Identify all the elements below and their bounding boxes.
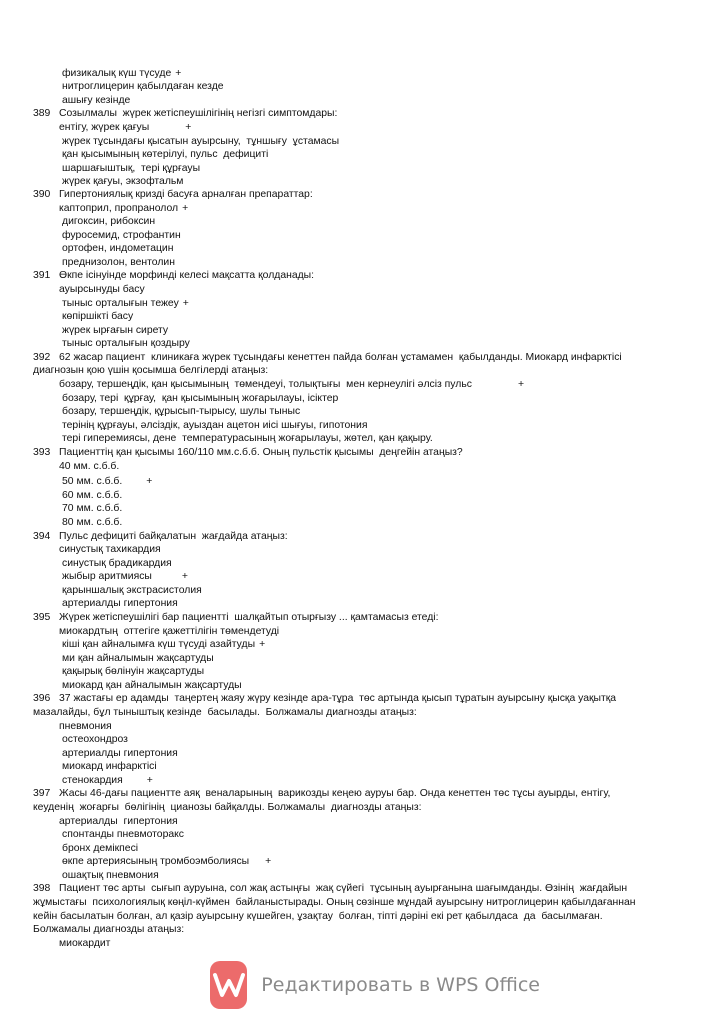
question-text: мазалайды, бұл тыныштық кезінде басылады. Болжамалы диагнозды атаңыз: <box>33 707 417 718</box>
correct-answer-mark: + <box>175 68 182 79</box>
answer-option: кіші қан айналымға күш түсуді азайтуды + <box>62 639 266 650</box>
answer-option: дигоксин, рибоксин <box>62 216 156 227</box>
answer-option: 40 мм. с.б.б. <box>59 461 120 472</box>
correct-answer-mark: + <box>259 639 266 650</box>
answer-option: 50 мм. с.б.б. + <box>62 476 153 487</box>
answer-option: артериалды гипертония <box>62 748 178 759</box>
answer-option: 70 мм. с.б.б. <box>62 503 123 514</box>
answer-option: ентігу, жүрек қағуы + <box>59 122 192 133</box>
answer-option: фуросемид, строфантин <box>62 230 181 241</box>
answer-option: ошақтық пневмония <box>62 870 159 881</box>
answer-option: бозару, тершеңдік, құрысып-тырысу, шулы тыныс <box>62 406 301 417</box>
answer-option: остеохондроз <box>62 734 128 745</box>
answer-option: шаршағыштық, тері құрғауы <box>62 163 201 174</box>
question-text: 397 Жасы 46-дағы пациентте аяқ веналарының варикозды кеңею ауруы бар. Онда кенеттен төс тұсы ауырды, ентігу, <box>33 788 611 799</box>
answer-option: жүрек ырғағын сирету <box>62 325 169 336</box>
answer-option: миокард инфарктісі <box>62 761 157 772</box>
wps-w-icon <box>212 970 246 1000</box>
question-text: кейін басылатын болған, ал қазір ауырсыну күшейген, ұзақтау болған, тіпті дәрінi екі рет қабылдаса да басылмаған. <box>33 911 603 922</box>
answer-option: преднизолон, вентолин <box>62 257 175 268</box>
answer-option: бозару, тері құрғау, қан қысымының жоғарылауы, ісіктер <box>62 393 339 404</box>
answer-option: 60 мм. с.б.б. <box>62 490 123 501</box>
edit-in-wps-banner[interactable] <box>210 961 540 1009</box>
answer-option: бронх демікпесі <box>62 843 139 854</box>
question-text: 392 62 жасар пациент клиникаға жүрек тұсындағы кенеттен пайда болған ұстамамен қабылданды. Миокард инфарктісі <box>33 352 622 363</box>
answer-option: миокардтың оттегіге қажеттілігін төмендетуді <box>59 626 280 637</box>
question-text: 391 Өкпе ісінуінде морфинді келесі мақсатта қолданады: <box>33 270 315 281</box>
question-text: 394 Пульс дефициті байқалатын жағдайда атаңыз: <box>33 531 288 542</box>
correct-answer-mark: + <box>181 571 188 582</box>
question-text: Болжамалы диагнозды атаңыз: <box>33 924 185 935</box>
answer-option: жүрек қағуы, экзофтальм <box>62 176 184 187</box>
correct-answer-mark: + <box>146 476 153 487</box>
answer-option: жыбыр аритмиясы + <box>62 571 188 582</box>
question-text: 390 Гипертониялық кризді басуға арналған препараттар: <box>33 189 313 200</box>
edit-in-wps-label[interactable]: Редактировать в WPS Office <box>261 974 540 996</box>
question-text: кеуденің жоғарғы бөлігінің цианозы байқалды. Болжамалы диагнозды атаңыз: <box>33 802 422 813</box>
answer-option: тыныс орталығын тежеу + <box>62 298 189 309</box>
question-text: 396 37 жастағы ер адамды таңертең жаяу жүру кезінде ара-тұра төс артында қысып тұратын ауырсыну қысқа уақытқа <box>33 693 617 704</box>
answer-option: ауырсынуды басу <box>59 284 145 295</box>
question-text: 395 Жүрек жетіспеушілігі бар пациентті шалқайтып отырғызу ... қамтамасыз етеді: <box>33 612 439 623</box>
question-text: 393 Пациенттің қан қысымы 160/110 мм.с.б.б. Оның пульстік қысымы деңгейін атаңыз? <box>33 447 463 458</box>
answer-option: артериалды гипертония <box>62 598 178 609</box>
answer-option: миокард қан айналымын жақсартуды <box>62 680 242 691</box>
answer-option: қарыншалық экстрасистолия <box>62 585 202 596</box>
answer-option: каптоприл, пропранолол + <box>59 203 189 214</box>
answer-option: физикалық күш түсуде + <box>62 68 182 79</box>
answer-option: спонтанды пневмоторакс <box>62 829 184 840</box>
answer-option: синустық тахикардия <box>59 544 161 555</box>
answer-option: тері гиперемиясы, дене температурасының жоғарылауы, жөтел, қан қақыру. <box>62 433 433 444</box>
answer-option: артериалды гипертония <box>59 816 178 827</box>
answer-option: жүрек тұсындағы қысатын ауырсыну, тұншығу ұстамасы <box>62 136 340 147</box>
wps-logo-icon[interactable] <box>210 961 247 1009</box>
answer-option: пневмония <box>59 721 112 732</box>
answer-option: 80 мм. с.б.б. <box>62 517 123 528</box>
correct-answer-mark: + <box>146 775 153 786</box>
correct-answer-mark: + <box>517 379 525 390</box>
correct-answer-mark: + <box>185 122 192 133</box>
correct-answer-mark: + <box>182 298 189 309</box>
answer-option: ашығу кезінде <box>62 95 131 106</box>
question-text: жұмыстағы психологиялық көңіл-күймен байланыстырады. Оның сөзінше мұндай ауырсыну нитроглицерин қабылдағаннан <box>33 897 636 908</box>
answer-option: нитроглицерин қабылдаған кезде <box>62 81 224 92</box>
question-text: 389 Созылмалы жүрек жетіспеушілігінің негізгі симптомдары: <box>33 108 338 119</box>
question-text: 398 Пациент төс арты сығып ауруына, сол жақ астыңғы жақ сүйегі тұсының ауырғанына шағымданды. Өзінің жағдайын <box>33 883 628 894</box>
answer-option: ортофен, индометацин <box>62 243 174 254</box>
answer-option: синустық брадикардия <box>62 558 172 569</box>
answer-option: көпіршікті басу <box>62 311 134 322</box>
answer-option: қақырық бөлінуін жақсартуды <box>62 666 205 677</box>
answer-option: қан қысымының көтерілуі, пульс дефициті <box>62 149 269 160</box>
answer-option: тыныс орталығын қоздыру <box>62 338 190 349</box>
correct-answer-mark: + <box>182 203 189 214</box>
answer-option: ми қан айналымын жақсартуды <box>62 653 214 664</box>
answer-option: бозару, тершеңдік, қан қысымының төмендеуі, толықтығы мен кернеулігі әлсіз пульс + <box>59 379 525 390</box>
answer-option: миокардит <box>59 938 111 949</box>
question-text: диагнозын қою үшін қосымша белгілерді атаңыз: <box>33 365 269 376</box>
answer-option: терінің құрғауы, әлсіздік, ауыздан ацетон иісі шығуы, гипотония <box>62 420 368 431</box>
correct-answer-mark: + <box>265 856 272 867</box>
answer-option: стенокардия + <box>62 775 153 786</box>
answer-option: өкпе артериясының тромбоэмболиясы + <box>62 856 272 867</box>
